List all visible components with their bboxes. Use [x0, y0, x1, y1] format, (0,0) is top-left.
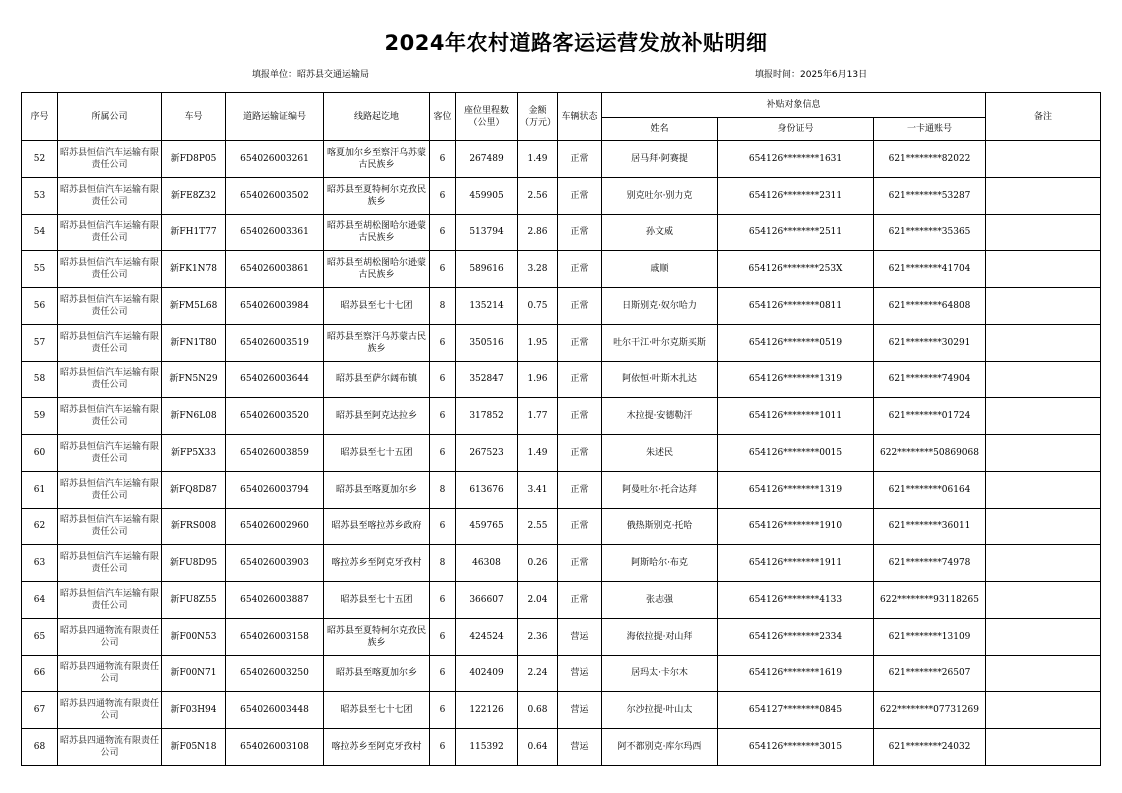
- cell-plate: 新FP5X33: [162, 435, 226, 472]
- table-row: [22, 435, 1101, 472]
- cell-company: 昭苏县恒信汽车运输有限责任公司: [58, 324, 162, 361]
- table-row: [22, 545, 1101, 582]
- cell-name: 戚顺: [602, 251, 718, 288]
- cell-status: 正常: [558, 324, 602, 361]
- cell-company: 昭苏县恒信汽车运输有限责任公司: [58, 141, 162, 178]
- cell-card: 621********82022: [874, 141, 986, 178]
- cell-route: 喀夏加尔乡至察汗乌苏蒙古民族乡: [324, 141, 430, 178]
- cell-id: 654126********0015: [718, 435, 874, 472]
- cell-plate: 新FN1T80: [162, 324, 226, 361]
- cell-remark: [986, 508, 1101, 545]
- cell-amount: 1.49: [518, 141, 558, 178]
- cell-remark: [986, 435, 1101, 472]
- cell-permit: 654026003887: [226, 582, 324, 619]
- header-remark: 备注: [986, 93, 1101, 141]
- cell-remark: [986, 471, 1101, 508]
- cell-status: 正常: [558, 508, 602, 545]
- cell-company: 昭苏县四通物流有限责任公司: [58, 692, 162, 729]
- reporting-date: 填报时间：2025年6月13日: [755, 70, 868, 80]
- cell-permit: 654026003250: [226, 655, 324, 692]
- cell-route: 昭苏县至胡松图哈尔逊蒙古民族乡: [324, 214, 430, 251]
- cell-route: 喀拉苏乡至阿克牙孜村: [324, 729, 430, 766]
- cell-seats: 8: [430, 545, 456, 582]
- cell-seq: 67: [22, 692, 58, 729]
- cell-id: 654126********2334: [718, 618, 874, 655]
- cell-plate: 新FQ8D87: [162, 471, 226, 508]
- cell-seats: 6: [430, 251, 456, 288]
- cell-id: 654126********4133: [718, 582, 874, 619]
- cell-remark: [986, 288, 1101, 325]
- header-permit: 道路运输证编号: [226, 93, 324, 141]
- cell-route: 昭苏县至萨尔阔布镇: [324, 361, 430, 398]
- cell-id: 654126********1911: [718, 545, 874, 582]
- cell-id: 654126********1319: [718, 471, 874, 508]
- cell-card: 621********06164: [874, 471, 986, 508]
- cell-status: 正常: [558, 177, 602, 214]
- cell-id: 654126********2511: [718, 214, 874, 251]
- table-row: [22, 251, 1101, 288]
- cell-mileage: 366607: [456, 582, 518, 619]
- table-row: [22, 177, 1101, 214]
- cell-seats: 6: [430, 435, 456, 472]
- header-name: 姓名: [602, 118, 718, 141]
- cell-amount: 2.04: [518, 582, 558, 619]
- header-recipient-group: 补贴对象信息: [602, 93, 986, 118]
- header-amount: 金额（万元）: [518, 93, 558, 141]
- header-seq: 序号: [22, 93, 58, 141]
- subsidy-table: [21, 92, 1101, 766]
- cell-card: 621********13109: [874, 618, 986, 655]
- cell-id: 654126********1319: [718, 361, 874, 398]
- cell-seq: 56: [22, 288, 58, 325]
- cell-mileage: 115392: [456, 729, 518, 766]
- cell-amount: 0.26: [518, 545, 558, 582]
- cell-name: 阿不都别克·库尔玛西: [602, 729, 718, 766]
- cell-remark: [986, 545, 1101, 582]
- cell-amount: 2.86: [518, 214, 558, 251]
- cell-seats: 6: [430, 177, 456, 214]
- cell-permit: 654026003261: [226, 141, 324, 178]
- cell-card: 621********26507: [874, 655, 986, 692]
- cell-seq: 59: [22, 398, 58, 435]
- cell-amount: 2.56: [518, 177, 558, 214]
- cell-route: 昭苏县至夏特柯尔克孜民族乡: [324, 618, 430, 655]
- cell-company: 昭苏县恒信汽车运输有限责任公司: [58, 508, 162, 545]
- table-row: [22, 692, 1101, 729]
- cell-id: 654126********0811: [718, 288, 874, 325]
- cell-company: 昭苏县四通物流有限责任公司: [58, 655, 162, 692]
- cell-seq: 62: [22, 508, 58, 545]
- cell-permit: 654026003108: [226, 729, 324, 766]
- cell-seq: 57: [22, 324, 58, 361]
- cell-route: 昭苏县至喀夏加尔乡: [324, 655, 430, 692]
- cell-seats: 6: [430, 729, 456, 766]
- cell-route: 昭苏县至七十五团: [324, 435, 430, 472]
- cell-amount: 2.24: [518, 655, 558, 692]
- cell-status: 营运: [558, 729, 602, 766]
- cell-status: 正常: [558, 214, 602, 251]
- cell-mileage: 589616: [456, 251, 518, 288]
- cell-permit: 654026003361: [226, 214, 324, 251]
- cell-name: 吐尔干江·叶尔克斯买斯: [602, 324, 718, 361]
- cell-permit: 654026002960: [226, 508, 324, 545]
- cell-card: 621********74978: [874, 545, 986, 582]
- table-row: [22, 655, 1101, 692]
- header-company: 所属公司: [58, 93, 162, 141]
- header-status: 车辆状态: [558, 93, 602, 141]
- cell-plate: 新FM5L68: [162, 288, 226, 325]
- cell-company: 昭苏县恒信汽车运输有限责任公司: [58, 361, 162, 398]
- cell-company: 昭苏县四通物流有限责任公司: [58, 618, 162, 655]
- header-mileage: 座位里程数（公里）: [456, 93, 518, 141]
- cell-permit: 654026003158: [226, 618, 324, 655]
- cell-amount: 3.28: [518, 251, 558, 288]
- cell-id: 654126********1631: [718, 141, 874, 178]
- cell-card: 621********35365: [874, 214, 986, 251]
- cell-remark: [986, 214, 1101, 251]
- cell-status: 正常: [558, 251, 602, 288]
- table-row: [22, 324, 1101, 361]
- cell-plate: 新F00N53: [162, 618, 226, 655]
- table-row: [22, 729, 1101, 766]
- cell-plate: 新FN5N29: [162, 361, 226, 398]
- cell-name: 日斯别克·奴尔哈力: [602, 288, 718, 325]
- cell-seats: 6: [430, 214, 456, 251]
- cell-plate: 新FD8P05: [162, 141, 226, 178]
- cell-seats: 6: [430, 508, 456, 545]
- cell-seq: 64: [22, 582, 58, 619]
- cell-permit: 654026003903: [226, 545, 324, 582]
- header-route: 线路起讫地: [324, 93, 430, 141]
- cell-permit: 654026003984: [226, 288, 324, 325]
- cell-company: 昭苏县恒信汽车运输有限责任公司: [58, 471, 162, 508]
- cell-company: 昭苏县恒信汽车运输有限责任公司: [58, 435, 162, 472]
- cell-remark: [986, 655, 1101, 692]
- cell-id: 654126********1619: [718, 655, 874, 692]
- cell-company: 昭苏县恒信汽车运输有限责任公司: [58, 398, 162, 435]
- cell-permit: 654026003520: [226, 398, 324, 435]
- cell-route: 昭苏县至喀夏加尔乡: [324, 471, 430, 508]
- cell-amount: 0.64: [518, 729, 558, 766]
- cell-mileage: 46308: [456, 545, 518, 582]
- cell-card: 621********74904: [874, 361, 986, 398]
- cell-status: 正常: [558, 435, 602, 472]
- cell-card: 621********53287: [874, 177, 986, 214]
- cell-plate: 新FH1T77: [162, 214, 226, 251]
- cell-route: 昭苏县至胡松图哈尔逊蒙古民族乡: [324, 251, 430, 288]
- cell-amount: 0.75: [518, 288, 558, 325]
- cell-amount: 1.49: [518, 435, 558, 472]
- cell-seats: 6: [430, 141, 456, 178]
- cell-id: 654126********1910: [718, 508, 874, 545]
- cell-amount: 2.55: [518, 508, 558, 545]
- cell-remark: [986, 618, 1101, 655]
- cell-remark: [986, 729, 1101, 766]
- cell-name: 阿斯哈尔·布克: [602, 545, 718, 582]
- cell-mileage: 267523: [456, 435, 518, 472]
- cell-name: 尔沙拉提·叶山太: [602, 692, 718, 729]
- cell-route: 昭苏县至察汗乌苏蒙古民族乡: [324, 324, 430, 361]
- cell-seats: 8: [430, 288, 456, 325]
- cell-mileage: 317852: [456, 398, 518, 435]
- cell-seq: 55: [22, 251, 58, 288]
- cell-name: 阿依恒·叶斯木扎达: [602, 361, 718, 398]
- cell-status: 营运: [558, 692, 602, 729]
- header-id: 身份证号: [718, 118, 874, 141]
- cell-id: 654126********2311: [718, 177, 874, 214]
- cell-amount: 1.96: [518, 361, 558, 398]
- cell-permit: 654026003519: [226, 324, 324, 361]
- cell-card: 622********50869068: [874, 435, 986, 472]
- cell-id: 654127********0845: [718, 692, 874, 729]
- cell-seats: 6: [430, 398, 456, 435]
- cell-name: 海依拉提·对山拜: [602, 618, 718, 655]
- cell-amount: 1.95: [518, 324, 558, 361]
- cell-name: 居玛太·卡尔木: [602, 655, 718, 692]
- cell-seq: 63: [22, 545, 58, 582]
- cell-status: 营运: [558, 618, 602, 655]
- cell-seq: 53: [22, 177, 58, 214]
- cell-seq: 61: [22, 471, 58, 508]
- cell-status: 正常: [558, 545, 602, 582]
- cell-plate: 新F03H94: [162, 692, 226, 729]
- cell-seq: 58: [22, 361, 58, 398]
- header-card: 一卡通账号: [874, 118, 986, 141]
- cell-name: 朱述民: [602, 435, 718, 472]
- cell-status: 正常: [558, 582, 602, 619]
- cell-mileage: 267489: [456, 141, 518, 178]
- table-row: [22, 214, 1101, 251]
- cell-permit: 654026003861: [226, 251, 324, 288]
- cell-permit: 654026003448: [226, 692, 324, 729]
- cell-status: 正常: [558, 141, 602, 178]
- cell-plate: 新F00N71: [162, 655, 226, 692]
- cell-route: 昭苏县至七十七团: [324, 692, 430, 729]
- cell-status: 正常: [558, 471, 602, 508]
- cell-permit: 654026003502: [226, 177, 324, 214]
- cell-seq: 54: [22, 214, 58, 251]
- cell-plate: 新F05N18: [162, 729, 226, 766]
- table-row: [22, 398, 1101, 435]
- cell-plate: 新FRS008: [162, 508, 226, 545]
- table-body: [22, 141, 1101, 766]
- cell-permit: 654026003859: [226, 435, 324, 472]
- cell-card: 621********24032: [874, 729, 986, 766]
- cell-id: 654126********1011: [718, 398, 874, 435]
- cell-route: 昭苏县至阿克达拉乡: [324, 398, 430, 435]
- table-row: [22, 471, 1101, 508]
- table-row: [22, 141, 1101, 178]
- cell-route: 昭苏县至七十五团: [324, 582, 430, 619]
- cell-status: 正常: [558, 288, 602, 325]
- header-plate: 车号: [162, 93, 226, 141]
- cell-id: 654126********253X: [718, 251, 874, 288]
- cell-seats: 6: [430, 324, 456, 361]
- cell-plate: 新FE8Z32: [162, 177, 226, 214]
- cell-remark: [986, 692, 1101, 729]
- cell-company: 昭苏县恒信汽车运输有限责任公司: [58, 177, 162, 214]
- cell-remark: [986, 141, 1101, 178]
- cell-seats: 6: [430, 361, 456, 398]
- cell-seats: 6: [430, 618, 456, 655]
- cell-mileage: 424524: [456, 618, 518, 655]
- cell-seq: 60: [22, 435, 58, 472]
- cell-seq: 68: [22, 729, 58, 766]
- cell-company: 昭苏县恒信汽车运输有限责任公司: [58, 582, 162, 619]
- cell-plate: 新FU8Z55: [162, 582, 226, 619]
- cell-seq: 52: [22, 141, 58, 178]
- cell-mileage: 459765: [456, 508, 518, 545]
- cell-name: 木拉提·安德勒汗: [602, 398, 718, 435]
- cell-seats: 6: [430, 692, 456, 729]
- cell-card: 621********01724: [874, 398, 986, 435]
- cell-id: 654126********0519: [718, 324, 874, 361]
- cell-amount: 1.77: [518, 398, 558, 435]
- cell-seats: 6: [430, 582, 456, 619]
- table-header: [22, 93, 1101, 141]
- cell-status: 营运: [558, 655, 602, 692]
- cell-remark: [986, 582, 1101, 619]
- cell-remark: [986, 177, 1101, 214]
- cell-company: 昭苏县恒信汽车运输有限责任公司: [58, 251, 162, 288]
- cell-card: 621********64808: [874, 288, 986, 325]
- cell-name: 阿曼吐尔·托合达拜: [602, 471, 718, 508]
- cell-amount: 0.68: [518, 692, 558, 729]
- cell-id: 654126********3015: [718, 729, 874, 766]
- table-row: [22, 582, 1101, 619]
- cell-route: 昭苏县至夏特柯尔克孜民族乡: [324, 177, 430, 214]
- cell-card: 622********07731269: [874, 692, 986, 729]
- cell-company: 昭苏县恒信汽车运输有限责任公司: [58, 288, 162, 325]
- cell-remark: [986, 324, 1101, 361]
- cell-route: 昭苏县至喀拉苏乡政府: [324, 508, 430, 545]
- cell-mileage: 350516: [456, 324, 518, 361]
- cell-remark: [986, 251, 1101, 288]
- table-row: [22, 508, 1101, 545]
- table-row: [22, 288, 1101, 325]
- table-row: [22, 361, 1101, 398]
- cell-amount: 2.36: [518, 618, 558, 655]
- cell-name: 别克吐尔·别力克: [602, 177, 718, 214]
- cell-mileage: 459905: [456, 177, 518, 214]
- cell-company: 昭苏县四通物流有限责任公司: [58, 729, 162, 766]
- cell-mileage: 402409: [456, 655, 518, 692]
- cell-status: 正常: [558, 398, 602, 435]
- header-seats: 客位: [430, 93, 456, 141]
- cell-mileage: 613676: [456, 471, 518, 508]
- cell-mileage: 513794: [456, 214, 518, 251]
- cell-plate: 新FN6L08: [162, 398, 226, 435]
- cell-seq: 66: [22, 655, 58, 692]
- cell-amount: 3.41: [518, 471, 558, 508]
- cell-route: 喀拉苏乡至阿克牙孜村: [324, 545, 430, 582]
- cell-seats: 8: [430, 471, 456, 508]
- cell-company: 昭苏县恒信汽车运输有限责任公司: [58, 545, 162, 582]
- cell-name: 张志强: [602, 582, 718, 619]
- cell-name: 俄热斯别克·托哈: [602, 508, 718, 545]
- cell-plate: 新FU8D95: [162, 545, 226, 582]
- cell-mileage: 135214: [456, 288, 518, 325]
- cell-remark: [986, 398, 1101, 435]
- cell-mileage: 122126: [456, 692, 518, 729]
- cell-card: 621********36011: [874, 508, 986, 545]
- cell-mileage: 352847: [456, 361, 518, 398]
- cell-remark: [986, 361, 1101, 398]
- cell-card: 621********41704: [874, 251, 986, 288]
- cell-permit: 654026003644: [226, 361, 324, 398]
- cell-permit: 654026003794: [226, 471, 324, 508]
- cell-seq: 65: [22, 618, 58, 655]
- cell-company: 昭苏县恒信汽车运输有限责任公司: [58, 214, 162, 251]
- cell-card: 622********93118265: [874, 582, 986, 619]
- table-row: [22, 618, 1101, 655]
- cell-status: 正常: [558, 361, 602, 398]
- cell-plate: 新FK1N78: [162, 251, 226, 288]
- cell-name: 居马拜·阿赛提: [602, 141, 718, 178]
- cell-name: 孙文威: [602, 214, 718, 251]
- page-title: 2024年农村道路客运运营发放补贴明细: [384, 31, 768, 55]
- reporting-unit: 填报单位：昭苏县交通运输局: [252, 70, 370, 80]
- cell-seats: 6: [430, 655, 456, 692]
- cell-route: 昭苏县至七十七团: [324, 288, 430, 325]
- cell-card: 621********30291: [874, 324, 986, 361]
